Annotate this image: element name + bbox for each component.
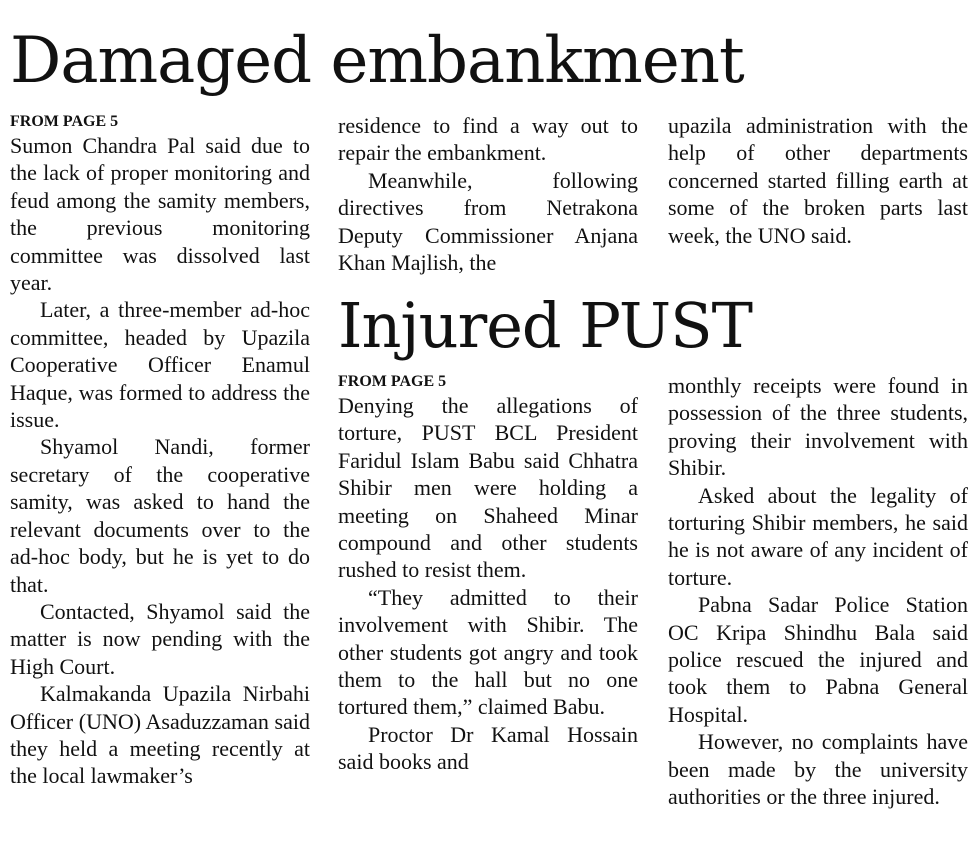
paragraph: Asked about the legality of torturing Shibir members, he said he is not aware of any incident of torture. [668, 482, 968, 590]
story1-column-1 [10, 112, 310, 790]
story2-column-1 [338, 372, 638, 776]
story2-headline: Injured PUST [338, 289, 753, 362]
paragraph: Contacted, Shyamol said the matter is now pending with the High Court. [10, 598, 310, 679]
paragraph: Pabna Sadar Police Station OC Kripa Shindhu Bala said police rescued the injured and took them to Pabna General Hospital. [668, 592, 968, 727]
paragraph: Sumon Chandra Pal said due to the lack of proper monitoring and feud among the samity members, the previous monitoring committee was dissolved last year. [10, 133, 310, 296]
story2-column-2 [668, 372, 968, 811]
paragraph: Denying the allegations of torture, PUST BCL President Faridul Islam Babu said Chhatra Shibir men were holding a meeting on Shaheed Minar compound and other students rushed to resist them. [338, 393, 638, 583]
story2-kicker: FROM PAGE 5 [338, 373, 447, 390]
story1-headline: Damaged embankment [10, 24, 744, 98]
paragraph: Later, a three-member ad-hoc committee, headed by Upazila Cooperative Officer Enamul Haque, was formed to address the issue. [10, 297, 310, 433]
paragraph: Kalmakanda Upazila Nirbahi Officer (UNO) Asaduzzaman said they held a meeting recently at the local lawmaker’s [10, 681, 310, 789]
paragraph: “They admitted to their involvement with Shibir. The other students got angry and took them to the hall but no one tortured them,” claimed Babu. [338, 584, 638, 720]
paragraph: Proctor Dr Kamal Hossain said books and [338, 721, 638, 775]
story1-column-3 [668, 112, 968, 249]
paragraph: Meanwhile, following directives from Netrakona Deputy Commissioner Anjana Khan Majlish, the [338, 167, 638, 276]
paragraph: Shyamol Nandi, former secretary of the cooperative samity, was asked to hand the relevant documents over to the ad-hoc body, but he is yet to do that. [10, 434, 310, 597]
paragraph: upazila administration with the help of other departments concerned started filling earth at some of the broken parts last week, the UNO said. [668, 113, 968, 248]
paragraph: residence to find a way out to repair the embankment. [338, 113, 638, 166]
paragraph: However, no complaints have been made by the university authorities or the three injured. [668, 729, 968, 810]
story1-column-2 [338, 112, 638, 276]
paragraph: monthly receipts were found in possession of the three students, proving their involvement with Shibir. [668, 373, 968, 481]
story1-kicker: FROM PAGE 5 [10, 113, 119, 130]
